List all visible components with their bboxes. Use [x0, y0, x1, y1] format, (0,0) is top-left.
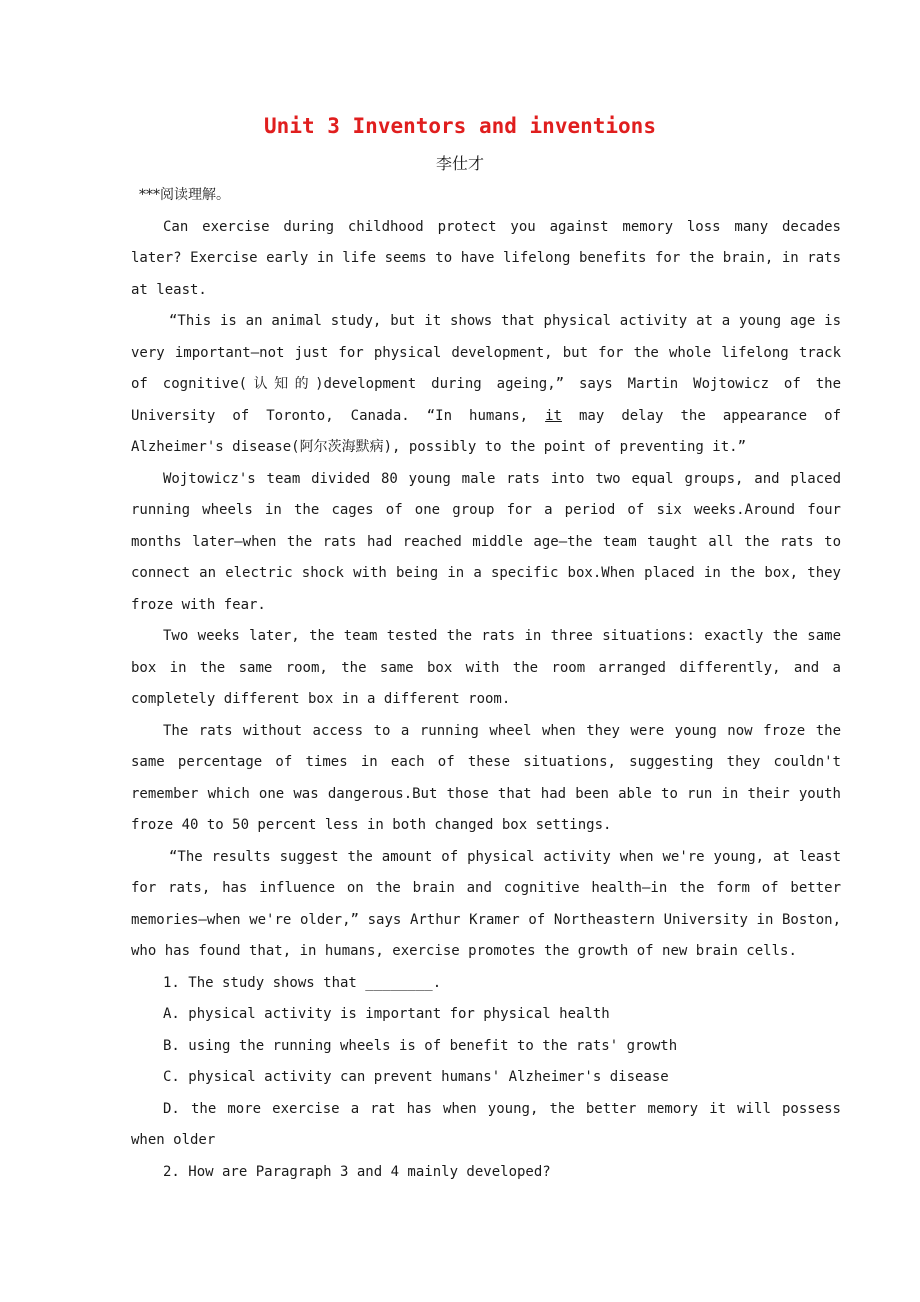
paragraph-2-text-start: “This is an animal study, but it shows that physical activity at a young age is very important—not just for physical development, but for the whole lifelong track of cognitive(认知的)development during ageing,” says Martin Wojtowicz of the University of Toronto, Canada. “In humans,	[131, 313, 841, 424]
passage-paragraph-6: “The results suggest the amount of physical activity when we're young, at least for rats, has influence on the brain and cognitive health—in the form of better memories—when we're older,” says Arthur Kramer of Northeastern University in Boston, who has found that, in humans, exercise promotes the growth of new brain cells.	[131, 848, 841, 959]
passage-paragraph-5: The rats without access to a running wheel when they were young now froze the same percentage of times in each of these situations, suggesting they couldn't remember which one was dangerous.But those that had been able to run in their youth froze 40 to 50 percent less in both changed box settings.	[131, 722, 841, 833]
question-1-stem: 1. The study shows that ________.	[163, 974, 442, 991]
author-name: 李仕才	[435, 154, 484, 173]
question-2-stem: 2. How are Paragraph 3 and 4 mainly developed?	[163, 1163, 551, 1180]
question-1-option-a: A. physical activity is important for physical health	[163, 1006, 610, 1022]
document-title: Unit 3 Inventors and inventions	[264, 114, 656, 138]
section-label: ***阅读理解。	[139, 187, 230, 203]
underlined-word: it	[545, 407, 562, 424]
passage-paragraph-3: Wojtowicz's team divided 80 young male rats into two equal groups, and placed running wheels in the cages of one group for a period of six weeks.Around four months later—when the rats had reached middle age—the team taught all the rats to connect an electric shock with being in a specific box.When placed in the box, they froze with fear.	[131, 470, 841, 613]
passage-paragraph-1: Can exercise during childhood protect you against memory loss many decades later? Exercise early in life seems to have lifelong benefits for the brain, in rats at least.	[131, 218, 841, 298]
question-1-option-c: C. physical activity can prevent humans' Alzheimer's disease	[163, 1069, 669, 1085]
document-body	[131, 180, 841, 1188]
question-1-option-d: D. the more exercise a rat has when young, the better memory it will possess when older	[131, 1100, 841, 1148]
paragraph-2-text-end: may delay the appearance of Alzheimer's disease(阿尔茨海默病), possibly to the point of preventing it.”	[131, 407, 841, 455]
passage-paragraph-4: Two weeks later, the team tested the rats in three situations: exactly the same box in the same room, the same box with the room arranged differently, and a completely different box in a different room.	[131, 628, 841, 707]
question-1-option-b: B. using the running wheels is of benefit to the rats' growth	[163, 1037, 678, 1054]
passage-paragraph-2	[131, 306, 841, 464]
